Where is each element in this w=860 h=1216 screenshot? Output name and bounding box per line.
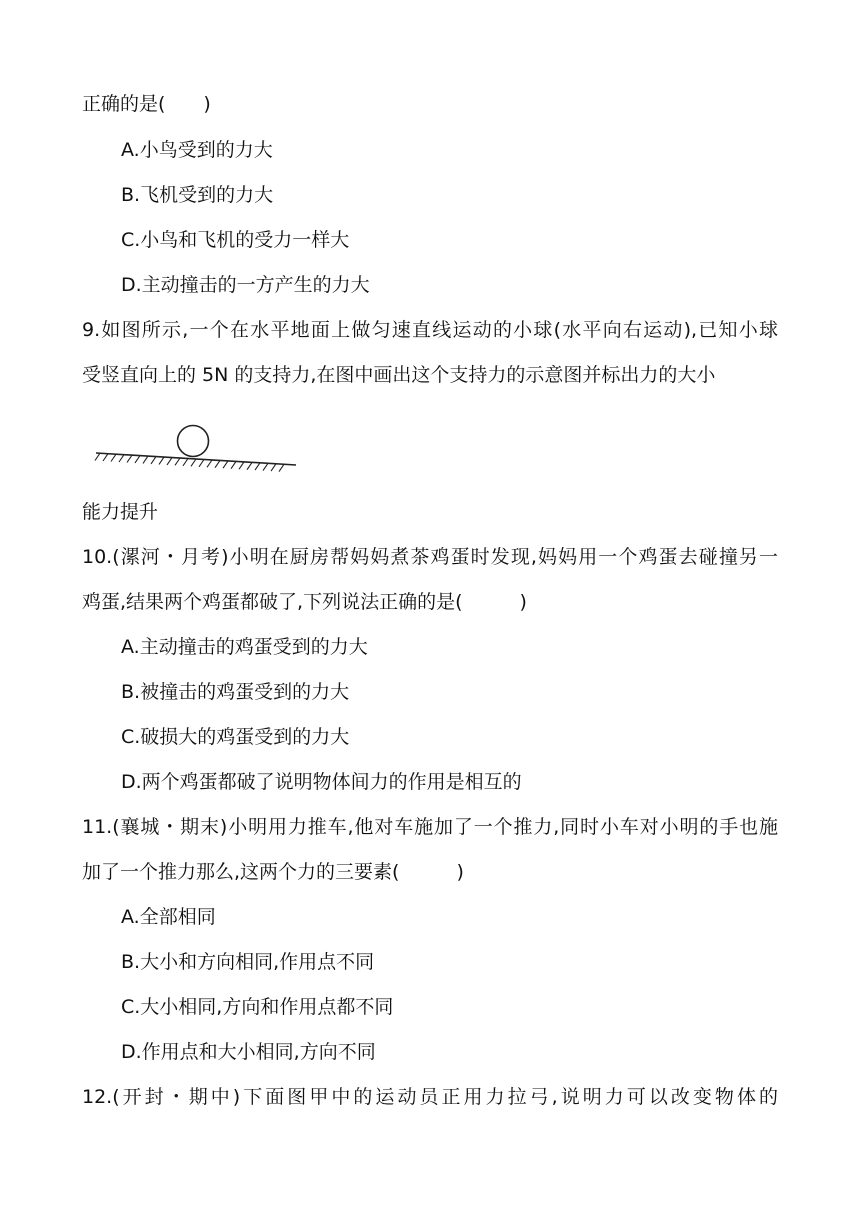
q11-option-b: B.大小和方向相同,作用点不同 — [121, 951, 375, 973]
q10-option-a: A.主动撞击的鸡蛋受到的力大 — [121, 636, 368, 658]
q9-stem-line1: 9.如图所示,一个在水平地面上做匀速直线运动的小球(水平向右运动),已知小球 — [82, 319, 778, 341]
q10-stem-line1: 10.(漯河・月考)小明在厨房帮妈妈煮茶鸡蛋时发现,妈妈用一个鸡蛋去碰撞另一 — [82, 546, 778, 568]
q11-option-c: C.大小相同,方向和作用点都不同 — [121, 996, 394, 1018]
q8-option-a: A.小鸟受到的力大 — [121, 139, 273, 161]
q11-option-d: D.作用点和大小相同,方向不同 — [121, 1041, 376, 1063]
q10-option-d: D.两个鸡蛋都破了说明物体间力的作用是相互的 — [121, 771, 522, 793]
q10-option-c: C.破损大的鸡蛋受到的力大 — [121, 726, 350, 748]
section-heading: 能力提升 — [82, 501, 159, 523]
q11-option-a: A.全部相同 — [121, 906, 216, 928]
q10-option-b: B.被撞击的鸡蛋受到的力大 — [121, 681, 350, 703]
q9-stem-line2: 受竖直向上的 5N 的支持力,在图中画出这个支持力的示意图并标出力的大小 — [82, 364, 716, 386]
q11-stem-line1: 11.(襄城・期末)小明用力推车,他对车施加了一个推力,同时小车对小明的手也施 — [82, 816, 778, 838]
q8-option-b: B.飞机受到的力大 — [121, 184, 274, 206]
q10-stem-line2: 鸡蛋,结果两个鸡蛋都破了,下列说法正确的是( ) — [82, 591, 527, 613]
q8-option-d: D.主动撞击的一方产生的力大 — [121, 274, 370, 296]
ball-circle — [178, 426, 209, 457]
q12-stem-line1: 12.(开封・期中)下面图甲中的运动员正用力拉弓,说明力可以改变物体的 — [82, 1086, 778, 1108]
q8-option-c: C.小鸟和飞机的受力一样大 — [121, 229, 350, 251]
ball-on-ground-figure — [92, 420, 302, 472]
q11-stem-line2: 加了一个推力那么,这两个力的三要素( ) — [82, 861, 464, 883]
q8-stem-end: 正确的是( ) — [82, 93, 211, 115]
